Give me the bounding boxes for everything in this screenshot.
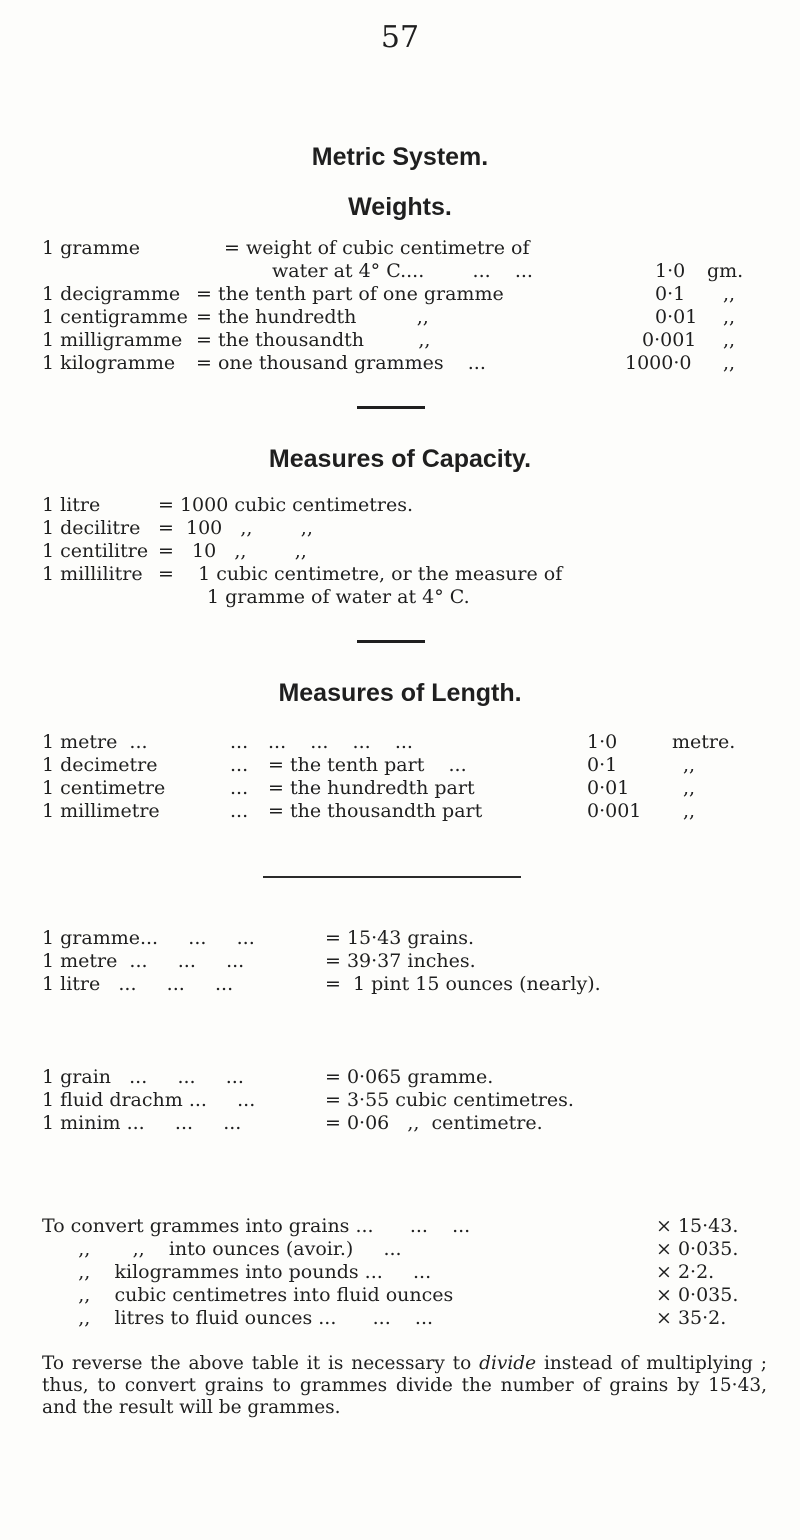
definition-cell: = 1 cubic centimetre, or the measure of [158, 563, 563, 585]
value-cell: 0·01 [655, 306, 698, 328]
unit-cell: 1 fluid drachm ... ... [42, 1089, 256, 1111]
unit-abbr-cell: ,, [683, 754, 696, 776]
unit-cell: 1 centilitre [42, 540, 149, 562]
value-cell: 1·0 [587, 731, 618, 753]
section-divider [357, 406, 425, 409]
unit-cell: 1 metre ... ... ... [42, 950, 245, 972]
conversion-label: ,, litres to fluid ounces ... ... ... [42, 1307, 434, 1329]
capacity-heading: Measures of Capacity. [268, 445, 532, 473]
section-divider [357, 640, 425, 643]
value-cell: = 0·06 ,, centimetre. [325, 1112, 543, 1134]
definition-cell: 1 gramme of water at 4° C. [207, 586, 470, 608]
weights-heading: Weights. [348, 193, 452, 221]
unit-cell: 1 milligramme [42, 329, 183, 351]
value-cell: 0·1 [655, 283, 686, 305]
section-divider [263, 876, 521, 878]
value-cell: 0·001 [587, 800, 642, 822]
value-cell: 0·001 [642, 329, 697, 351]
value-cell: 0·01 [587, 777, 630, 799]
definition-cell: = the tenth part ... [268, 754, 467, 776]
definition-cell: = 100 ,, ,, [158, 517, 313, 539]
definition-cell: = 10 ,, ,, [158, 540, 307, 562]
reverse-note [42, 1353, 767, 1419]
value-cell: 0·1 [587, 754, 618, 776]
value-cell: = 39·37 inches. [325, 950, 476, 972]
unit-cell: 1 litre [42, 494, 101, 516]
conversion-label: ,, kilogrammes into pounds ... ... [42, 1261, 432, 1283]
unit-abbr-cell: ,, [683, 777, 696, 799]
unit-cell: 1 litre ... ... ... [42, 973, 234, 995]
unit-cell: 1 kilogramme [42, 352, 176, 374]
definition-cell: = the thousandth ,, [196, 329, 431, 351]
value-cell: 1000·0 [625, 352, 692, 374]
definition-cell: = the hundredth ,, [196, 306, 429, 328]
leader-cell: ... [230, 754, 249, 776]
leader-cell: ... [230, 731, 249, 753]
unit-cell: 1 decilitre [42, 517, 141, 539]
note-emphasis: divide [479, 1353, 537, 1374]
definition-cell: = the tenth part of one gramme [196, 283, 504, 305]
conversion-factor: × 35·2. [656, 1307, 727, 1329]
unit-cell: 1 minim ... ... ... [42, 1112, 242, 1134]
definition-cell: = 1000 cubic centimetres. [158, 494, 413, 516]
unit-cell: 1 metre ... [42, 731, 148, 753]
value-cell: 1·0 [655, 260, 686, 282]
definition-cell: = weight of cubic centimetre of [224, 237, 530, 259]
unit-cell: 1 grain ... ... ... [42, 1066, 244, 1088]
conversion-label: To convert grammes into grains ... ... ... [42, 1215, 471, 1237]
unit-abbr-cell: ,, [723, 352, 736, 374]
definition-cell: water at 4° C.... ... ... [272, 260, 533, 282]
value-cell: = 0·065 gramme. [325, 1066, 494, 1088]
unit-cell: 1 gramme [42, 237, 140, 259]
definition-cell: = one thousand grammes ... [196, 352, 486, 374]
metric-system-heading: Metric System. [311, 143, 489, 171]
conversion-factor: × 0·035. [656, 1238, 739, 1260]
conversion-label: ,, ,, into ounces (avoir.) ... [42, 1238, 402, 1260]
unit-abbr-cell: ,, [723, 329, 736, 351]
value-cell: = 3·55 cubic centimetres. [325, 1089, 574, 1111]
definition-cell: = the thousandth part [268, 800, 483, 822]
leader-cell: ... [230, 777, 249, 799]
value-cell: = 1 pint 15 ounces (nearly). [325, 973, 601, 995]
unit-cell: 1 millimetre [42, 800, 160, 822]
value-cell: = 15·43 grains. [325, 927, 475, 949]
length-heading: Measures of Length. [278, 679, 522, 707]
unit-cell: 1 gramme... ... ... [42, 927, 255, 949]
unit-cell: 1 centimetre [42, 777, 166, 799]
note-text: To reverse the above table it is necessary to [42, 1353, 472, 1374]
leader-cell: ... [230, 800, 249, 822]
unit-abbr-cell: gm. [707, 260, 744, 282]
unit-abbr-cell: ,, [683, 800, 696, 822]
page-number: 57 [380, 20, 420, 55]
unit-cell: 1 decimetre [42, 754, 158, 776]
unit-cell: 1 millilitre [42, 563, 143, 585]
unit-cell: 1 decigramme [42, 283, 181, 305]
conversion-factor: × 2·2. [656, 1261, 715, 1283]
unit-abbr-cell: ,, [723, 283, 736, 305]
note-text: instead of multiplying ; thus, to convert grains to grammes divide the number of grains by 15·43, and the result will be grammes. [42, 1353, 767, 1418]
unit-abbr-cell: metre. [672, 731, 736, 753]
conversion-factor: × 0·035. [656, 1284, 739, 1306]
definition-cell: ... ... ... ... [268, 731, 413, 753]
unit-abbr-cell: ,, [723, 306, 736, 328]
conversion-factor: × 15·43. [656, 1215, 739, 1237]
conversion-label: ,, cubic centimetres into fluid ounces [42, 1284, 454, 1306]
definition-cell: = the hundredth part [268, 777, 475, 799]
unit-cell: 1 centigramme [42, 306, 188, 328]
